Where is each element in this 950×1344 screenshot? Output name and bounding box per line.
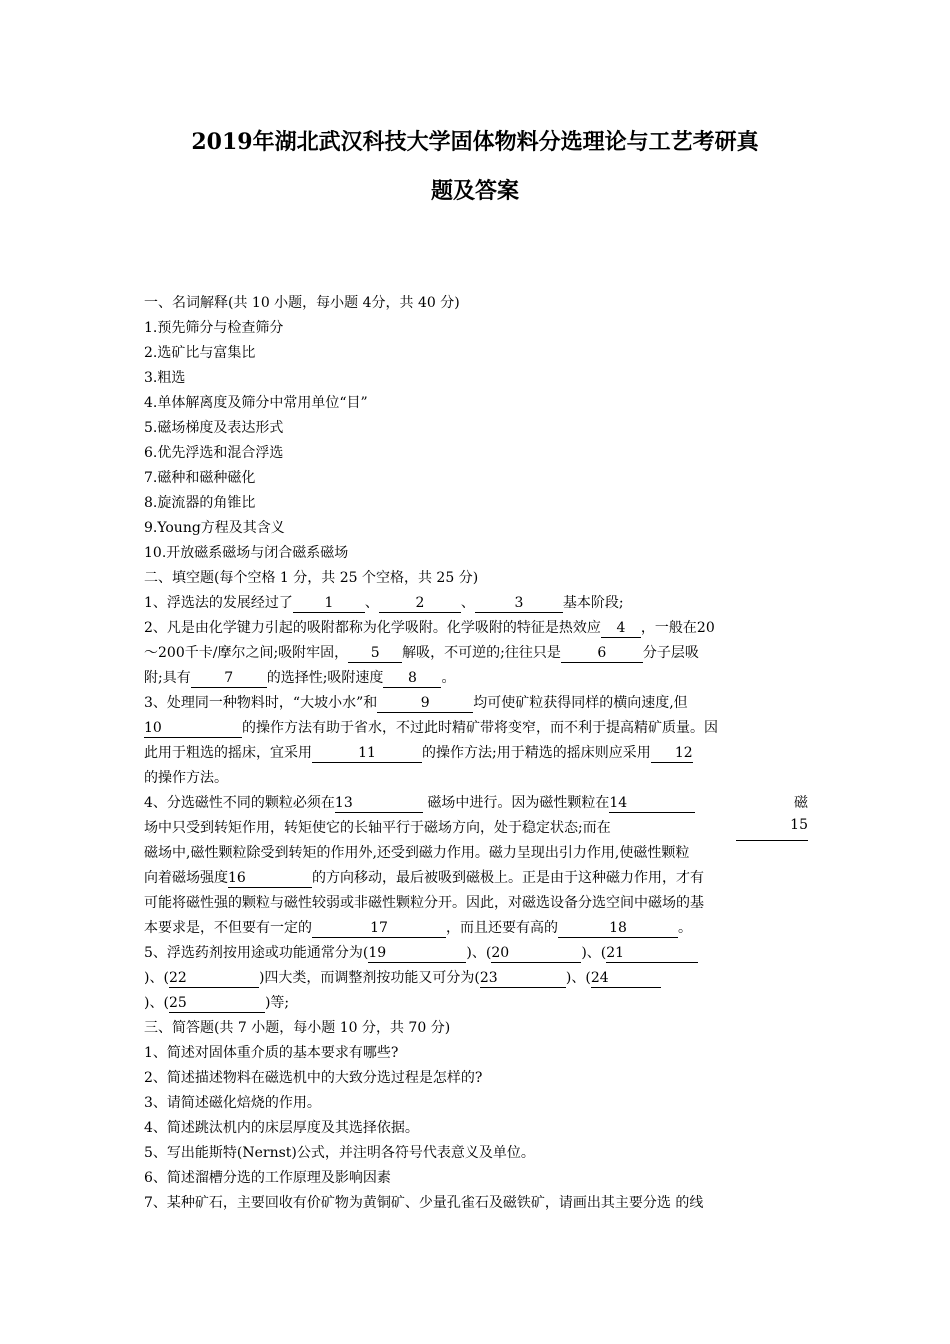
blank-11: 11 [312,744,422,763]
blank-7: 7 [191,669,267,688]
term-item: 7.磁种和磁种磁化 [144,470,256,486]
short-answer-item: 7、某种矿石，主要回收有价矿物为黄铜矿、少量孔雀石及磁铁矿，请画出其主要分选 的线 [144,1195,704,1211]
fill-question-3-line-2: 10 的操作方法有助于省水，不过此时精矿带将变窄，而不利于提高精矿质量。因 [144,720,718,736]
blank-8: 8 [383,669,441,688]
fill-question-4-line-6: 本要求是，不但要有一定的 17 ，而且还要有高的 18 。 [144,920,692,936]
fill-question-4-line-5: 可能将磁性强的颗粒与磁性较弱或非磁性颗粒分开。因此，对磁选设备分选空间中磁场的基 [144,895,704,911]
blank-21: 21 [606,944,698,963]
blank-23: 23 [480,969,566,988]
short-answer-item: 4、简述跳汰机内的床层厚度及其选择依据。 [144,1120,419,1136]
section-3-heading: 三、简答题(共 7 小题，每小题 10 分，共 70 分) [144,1020,451,1036]
blank-1: 1 [293,594,365,613]
fill-question-5-line-3: )、(25 )等; [144,995,290,1011]
blank-3: 3 [475,594,563,613]
blank-10: 10 [144,719,242,738]
fill-question-2-line-1: 2、凡是由化学键力引起的吸附都称为化学吸附。化学吸附的特征是热效应 4 ，一般在20 [144,620,715,636]
blank-16: 16 [228,869,312,888]
term-item: 8.旋流器的角锥比 [144,495,256,511]
fill-question-3-line-3: 此用于粗选的摇床，宜采用 11 的操作方法;用于精选的摇床则应采用 12 [144,745,693,761]
blank-20: 20 [491,944,581,963]
blank-5: 5 [348,644,402,663]
term-item: 6.优先浮选和混合浮选 [144,445,284,461]
fill-question-2-line-3: 附;具有 7 的选择性;吸附速度 8 。 [144,670,456,686]
blank-19: 19 [368,944,466,963]
fill-question-4-line-3: 磁场中,磁性颗粒除受到转矩的作用外,还受到磁力作用。磁力呈现出引力作用,使磁性颗粒 [144,845,690,861]
term-item: 1.预先筛分与检查筛分 [144,320,284,336]
short-answer-item: 5、写出能斯特(Nernst)公式，并注明各符号代表意义及单位。 [144,1145,535,1161]
short-answer-item: 3、请简述磁化焙烧的作用。 [144,1095,321,1111]
blank-9: 9 [377,694,473,713]
fill-question-4-line-1: 4、分选磁性不同的颗粒必须在13 磁场中进行。因为磁性颗粒在14 磁 [144,795,808,811]
term-item: 9.Young方程及其含义 [144,520,285,536]
term-item: 10.开放磁系磁场与闭合磁系磁场 [144,545,349,561]
fill-question-3-line-4: 的操作方法。 [144,770,228,786]
term-item: 2.选矿比与富集比 [144,345,256,361]
fill-question-5-line-2: )、(22 )四大类，而调整剂按功能又可分为(23 )、(24 [144,966,808,991]
section-2-heading: 二、填空题(每个空格 1 分，共 25 个空格，共 25 分) [144,570,479,586]
blank-25: 25 [169,994,265,1013]
blank-2: 2 [379,594,461,613]
blank-22: 22 [169,969,259,988]
fill-question-4-line-2: 场中只受到转矩作用，转矩使它的长轴平行于磁场方向，处于稳定状态;而在 15 [144,816,808,841]
blank-14: 14 [609,794,695,813]
fill-question-5-line-1: 5、浮选药剂按用途或功能通常分为(19 )、(20 )、(21 [144,941,808,966]
fill-question-4-line-4: 向着磁场强度16 的方向移动，最后被吸到磁极上。正是由于这种磁力作用，才有 [144,870,704,886]
blank-4: 4 [601,619,641,638]
blank-18: 18 [558,919,678,938]
blank-17: 17 [312,919,446,938]
term-item: 5.磁场梯度及表达形式 [144,420,284,436]
fill-question-3-line-1: 3、处理同一种物料时，“大坡小水”和 9 均可使矿粒获得同样的横向速度,但 [144,695,688,711]
document-body [144,291,808,1216]
short-answer-item: 6、简述溜槽分选的工作原理及影响因素 [144,1170,391,1186]
section-1-heading: 一、名词解释(共 10 小题，每小题 4分，共 40 分) [144,295,460,311]
document-title-line-1: 2019年湖北武汉科技大学固体物料分选理论与工艺考研真 [191,129,759,155]
short-answer-item: 1、简述对固体重介质的基本要求有哪些? [144,1045,399,1061]
blank-24: 24 [591,969,661,988]
blank-12: 12 [651,744,693,763]
blank-15: 15 [736,816,808,841]
term-item: 4.单体解离度及筛分中常用单位“目” [144,395,368,411]
term-item: 3.粗选 [144,370,186,386]
short-answer-item: 2、简述描述物料在磁选机中的大致分选过程是怎样的? [144,1070,483,1086]
document-title-line-2: 题及答案 [430,178,519,204]
blank-13: 13 [335,794,423,813]
blank-6: 6 [561,644,643,663]
fill-question-2-line-2: ～200千卡/摩尔之间;吸附牢固， 5 解吸，不可逆的;往往只是 6 分子层吸 [144,645,699,661]
fill-question-1: 1、浮选法的发展经过了 1 、 2 、 3 基本阶段; [144,595,624,611]
